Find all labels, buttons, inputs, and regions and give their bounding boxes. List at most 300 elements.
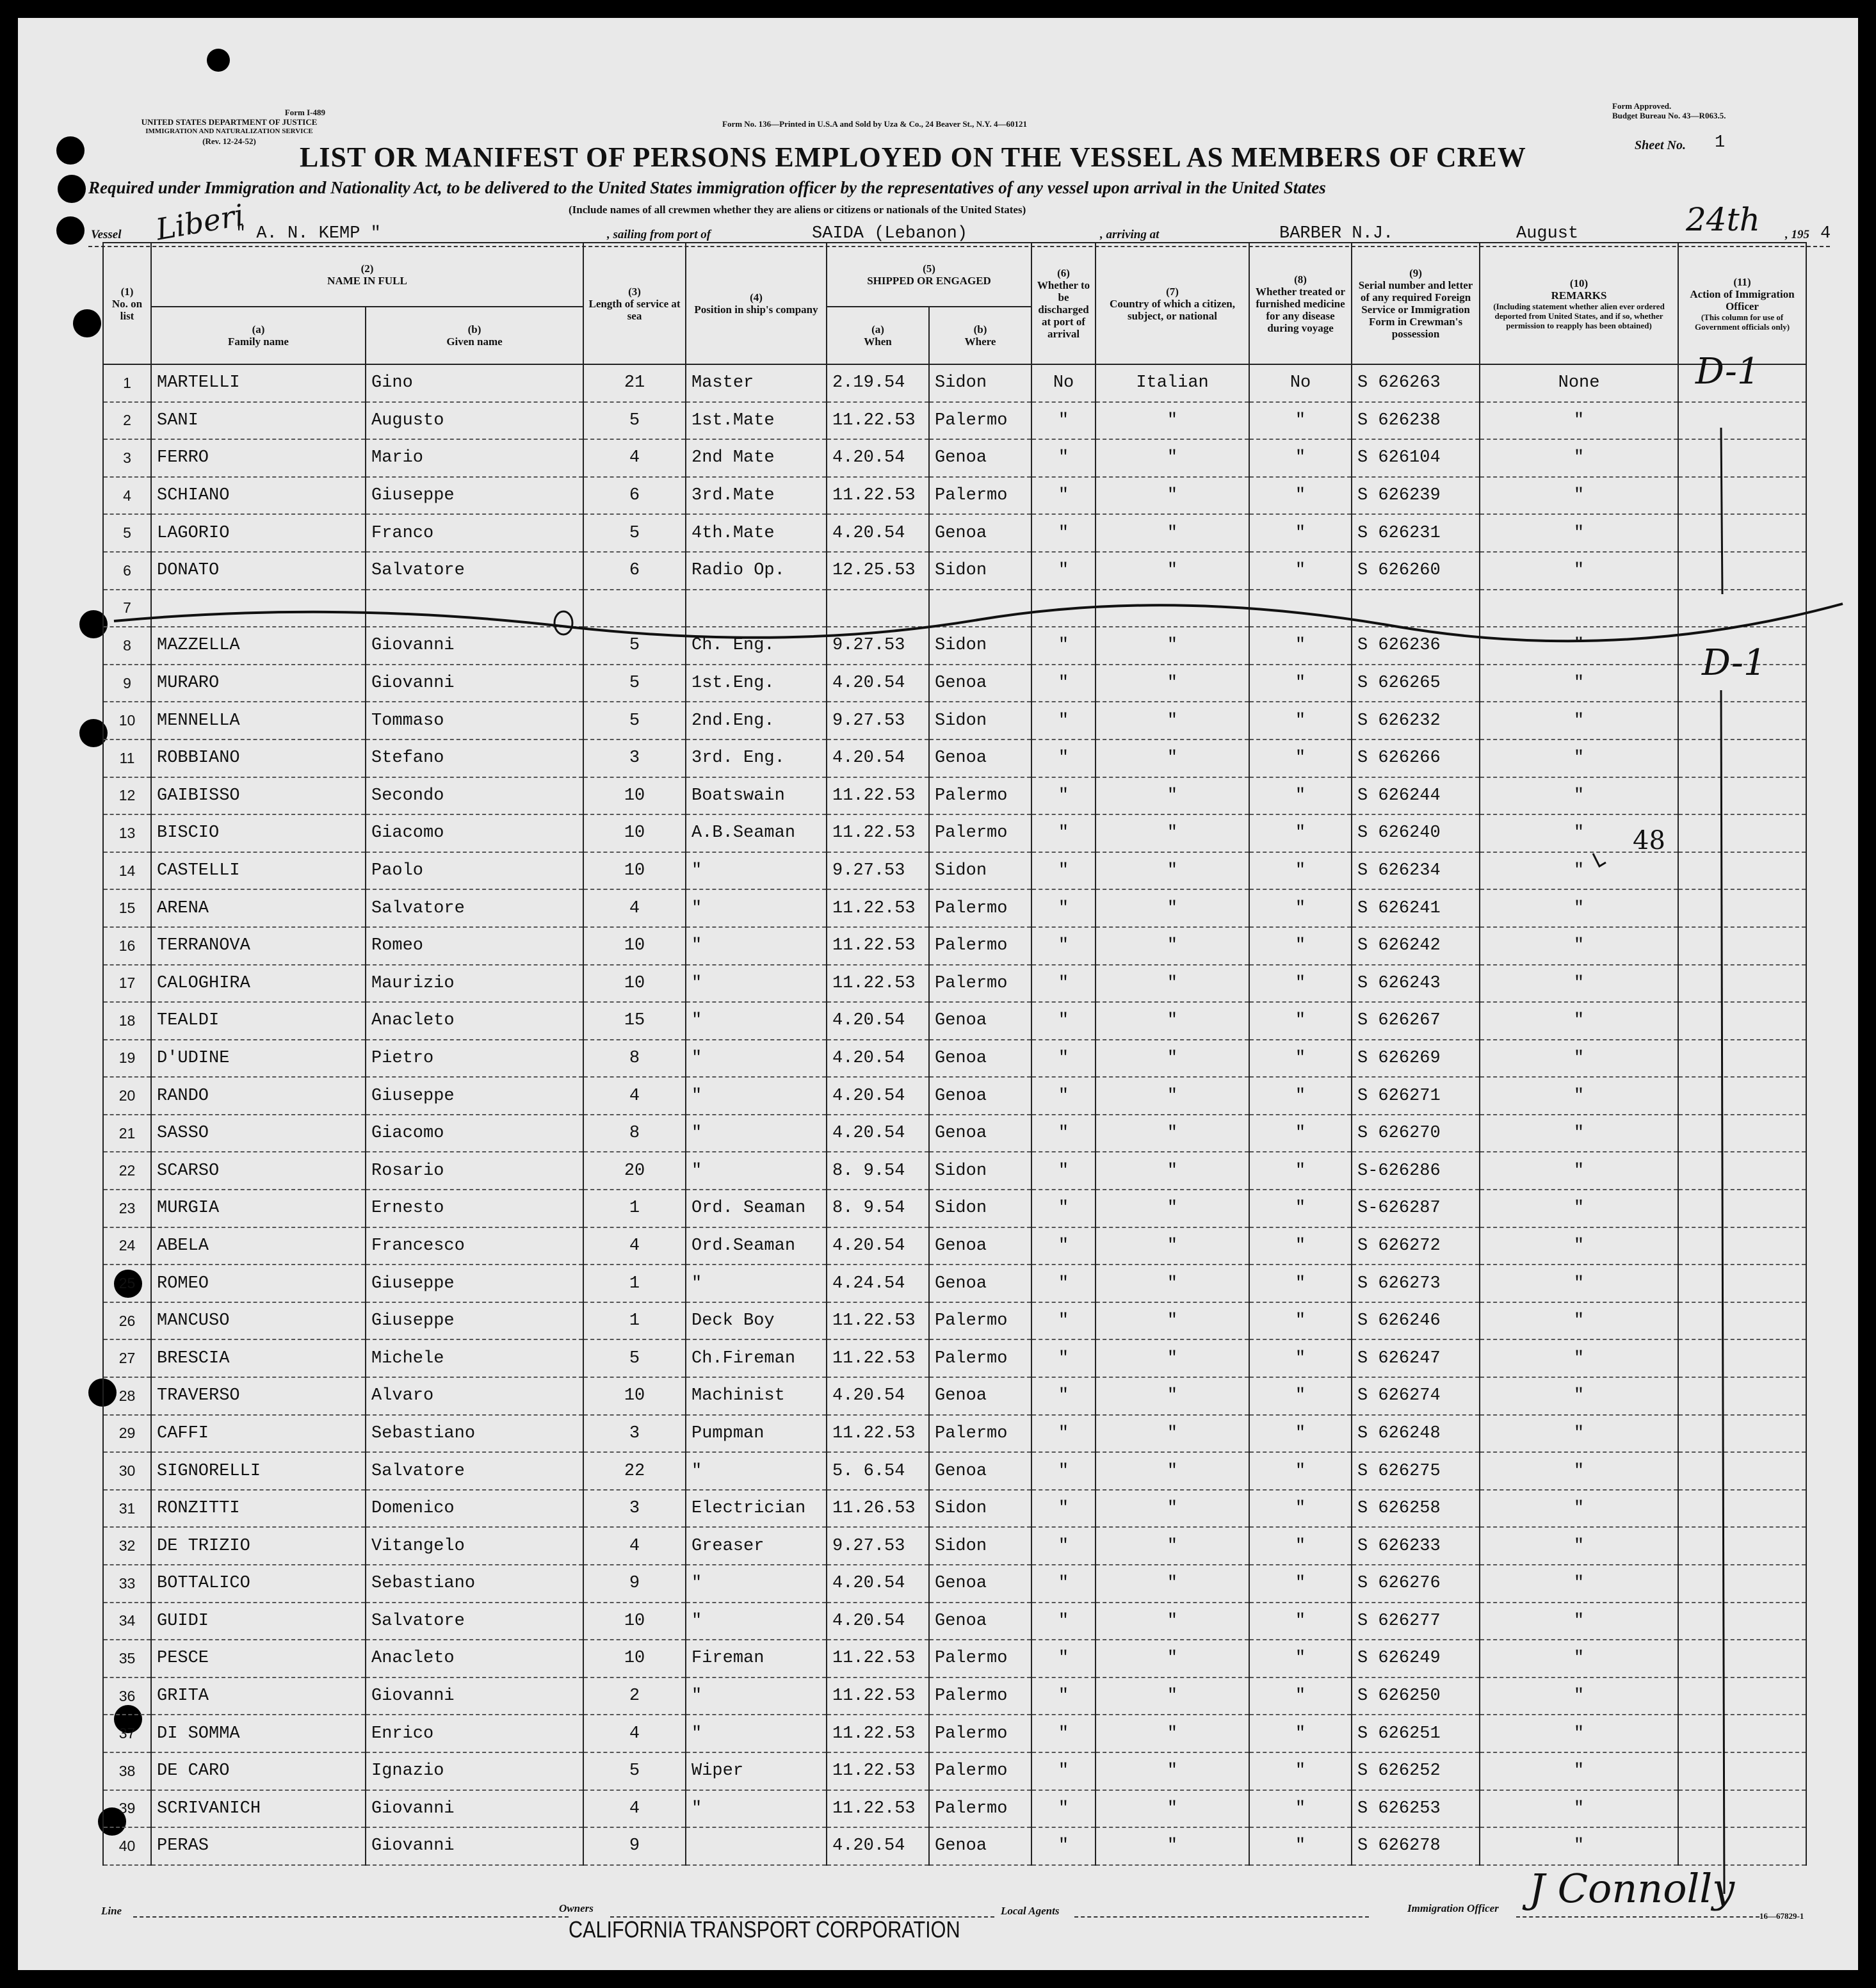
- serial-number-cell: S 626248: [1352, 1415, 1480, 1453]
- shipped-when-cell: 4.20.54: [827, 739, 929, 777]
- remarks-cell: ": [1480, 1527, 1678, 1565]
- given-name-cell: Giovanni: [366, 627, 583, 665]
- shipped-when-cell: 12.25.53: [827, 552, 929, 590]
- given-name-cell: Giovanni: [366, 665, 583, 702]
- shipped-when-cell: 11.22.53: [827, 402, 929, 440]
- discharged-cell: ": [1031, 402, 1096, 440]
- given-name-cell: Ignazio: [366, 1752, 583, 1790]
- family-name-cell: RANDO: [151, 1077, 366, 1115]
- country-cell: ": [1096, 1077, 1249, 1115]
- serial-number-cell: S 626270: [1352, 1115, 1480, 1152]
- country-cell: ": [1096, 1115, 1249, 1152]
- given-name-cell: Giuseppe: [366, 1077, 583, 1115]
- given-name-cell: Salvatore: [366, 1452, 583, 1490]
- shipped-when-cell: 4.20.54: [827, 1077, 929, 1115]
- shipped-where-cell: Sidon: [929, 1527, 1031, 1565]
- given-name-cell: Domenico: [366, 1490, 583, 1528]
- officer-signature: J Connolly: [1529, 1865, 1735, 1912]
- family-name-cell: MANCUSO: [151, 1302, 366, 1340]
- serial-number-cell: S 626232: [1352, 702, 1480, 739]
- remarks-cell: ": [1480, 1302, 1678, 1340]
- row-number-cell: 34: [103, 1603, 151, 1640]
- shipped-where-cell: Palermo: [929, 1302, 1031, 1340]
- treated-cell: ": [1249, 1752, 1352, 1790]
- given-name-cell: Giacomo: [366, 1115, 583, 1152]
- serial-number-cell: S 626249: [1352, 1640, 1480, 1677]
- position-cell: Electrician: [686, 1490, 827, 1528]
- col-when-header: (a) When: [827, 307, 929, 364]
- form-number: Form I-489: [284, 108, 325, 117]
- service-length-cell: 4: [583, 439, 686, 477]
- family-name-cell: DONATO: [151, 552, 366, 590]
- given-name-cell: Salvatore: [366, 552, 583, 590]
- country-cell: ": [1096, 477, 1249, 515]
- treated-cell: ": [1249, 1339, 1352, 1377]
- shipped-when-cell: 11.22.53: [827, 1715, 929, 1752]
- country-cell: ": [1096, 739, 1249, 777]
- position-cell: Greaser: [686, 1527, 827, 1565]
- shipped-when-cell: 11.22.53: [827, 1640, 929, 1677]
- row-number-cell: 6: [103, 552, 151, 590]
- given-name-cell: Romeo: [366, 927, 583, 965]
- given-name-cell: Giuseppe: [366, 477, 583, 515]
- shipped-when-cell: 5. 6.54: [827, 1452, 929, 1490]
- action-8: D-1: [1702, 642, 1767, 684]
- position-cell: Wiper: [686, 1752, 827, 1790]
- treated-cell: ": [1249, 1152, 1352, 1190]
- row-number-cell: 37: [103, 1715, 151, 1752]
- treated-cell: ": [1249, 965, 1352, 1003]
- arrival-year: 4: [1820, 224, 1831, 243]
- col-given-name-header: (b) Given name: [366, 307, 583, 364]
- row-number-cell: 24: [103, 1227, 151, 1265]
- treated-cell: ": [1249, 1377, 1352, 1415]
- country-cell: ": [1096, 965, 1249, 1003]
- discharged-cell: No: [1031, 364, 1096, 402]
- row-number-cell: 36: [103, 1677, 151, 1715]
- col-where-header: (b) Where: [929, 307, 1031, 364]
- remarks-cell: ": [1480, 1490, 1678, 1528]
- remarks-cell: ": [1480, 665, 1678, 702]
- position-cell: ": [686, 1152, 827, 1190]
- serial-number-cell: S 626269: [1352, 1040, 1480, 1078]
- shipped-where-cell: Genoa: [929, 739, 1031, 777]
- treated-cell: ": [1249, 1527, 1352, 1565]
- remarks-cell: ": [1480, 1115, 1678, 1152]
- row-number-cell: 7: [103, 590, 151, 627]
- service-length-cell: 6: [583, 552, 686, 590]
- service-length-cell: 1: [583, 1265, 686, 1302]
- shipped-where-cell: Sidon: [929, 627, 1031, 665]
- position-cell: Radio Op.: [686, 552, 827, 590]
- treated-cell: ": [1249, 1265, 1352, 1302]
- row-number-cell: 3: [103, 439, 151, 477]
- row-number-cell: 33: [103, 1565, 151, 1603]
- discharged-cell: ": [1031, 477, 1096, 515]
- treated-cell: ": [1249, 1452, 1352, 1490]
- departure-port: SAIDA (Lebanon): [812, 224, 968, 243]
- shipped-where-cell: Sidon: [929, 852, 1031, 890]
- shipped-where-cell: Genoa: [929, 1377, 1031, 1415]
- row-number-cell: 32: [103, 1527, 151, 1565]
- circle-mark: [554, 611, 572, 634]
- country-cell: ": [1096, 1002, 1249, 1040]
- position-cell: ": [686, 1790, 827, 1828]
- service-length-cell: 3: [583, 1490, 686, 1528]
- position-cell: 4th.Mate: [686, 514, 827, 552]
- col-treated-header: (8) Whether treated or furnished medicine for any disease during voyage: [1249, 243, 1352, 364]
- shipped-when-cell: 4.20.54: [827, 1002, 929, 1040]
- department: UNITED STATES DEPARTMENT OF JUSTICE: [141, 117, 318, 127]
- include-note: (Include names of all crewmen whether they are aliens or citizens or nationals of the United States): [569, 204, 1026, 216]
- shipped-when-cell: 4.20.54: [827, 1040, 929, 1078]
- remarks-cell: ": [1480, 1077, 1678, 1115]
- family-name-cell: PERAS: [151, 1827, 366, 1865]
- agents-label: Local Agents: [1001, 1905, 1060, 1917]
- col-shipped-header: (5) SHIPPED OR ENGAGED: [827, 243, 1031, 307]
- row-number-cell: 10: [103, 702, 151, 739]
- family-name-cell: DE CARO: [151, 1752, 366, 1790]
- discharged-cell: ": [1031, 1339, 1096, 1377]
- service-length-cell: 5: [583, 402, 686, 440]
- shipped-where-cell: Sidon: [929, 1152, 1031, 1190]
- service-length-cell: 10: [583, 814, 686, 852]
- country-cell: ": [1096, 1227, 1249, 1265]
- service-length-cell: 15: [583, 1002, 686, 1040]
- serial-number-cell: S 626265: [1352, 665, 1480, 702]
- family-name-cell: BISCIO: [151, 814, 366, 852]
- discharged-cell: ": [1031, 1002, 1096, 1040]
- treated-cell: ": [1249, 1415, 1352, 1453]
- shipped-when-cell: 11.22.53: [827, 477, 929, 515]
- row-number-cell: 40: [103, 1827, 151, 1865]
- officer-label: Immigration Officer: [1407, 1902, 1499, 1914]
- treated-cell: ": [1249, 627, 1352, 665]
- discharged-cell: ": [1031, 1115, 1096, 1152]
- given-name-cell: Giovanni: [366, 1677, 583, 1715]
- row-number-cell: 1: [103, 364, 151, 402]
- country-cell: ": [1096, 889, 1249, 927]
- shipped-where-cell: Sidon: [929, 1490, 1031, 1528]
- owners-name: CALIFORNIA TRANSPORT CORPORATION: [569, 1916, 960, 1943]
- shipped-when-cell: 4.20.54: [827, 1115, 929, 1152]
- country-cell: ": [1096, 927, 1249, 965]
- service-length-cell: 8: [583, 1115, 686, 1152]
- row-number-cell: 23: [103, 1190, 151, 1227]
- treated-cell: ": [1249, 1002, 1352, 1040]
- discharged-cell: ": [1031, 927, 1096, 965]
- discharged-cell: ": [1031, 1790, 1096, 1828]
- remarks-cell: ": [1480, 852, 1678, 890]
- treated-cell: ": [1249, 1077, 1352, 1115]
- remarks-cell: ": [1480, 1565, 1678, 1603]
- service-length-cell: 4: [583, 1527, 686, 1565]
- service-length-cell: 4: [583, 1790, 686, 1828]
- treated-cell: ": [1249, 739, 1352, 777]
- sailing-label: , sailing from port of: [607, 228, 711, 241]
- discharged-cell: ": [1031, 1603, 1096, 1640]
- position-cell: ": [686, 1040, 827, 1078]
- action-1: D-1: [1695, 351, 1760, 392]
- discharged-cell: ": [1031, 1077, 1096, 1115]
- shipped-when-cell: 9.27.53: [827, 702, 929, 739]
- treated-cell: ": [1249, 814, 1352, 852]
- row-number-cell: 14: [103, 852, 151, 890]
- given-name-cell: Sebastiano: [366, 1565, 583, 1603]
- given-name-cell: Gino: [366, 364, 583, 402]
- country-cell: ": [1096, 1565, 1249, 1603]
- service-length-cell: 3: [583, 739, 686, 777]
- service-length-cell: 10: [583, 965, 686, 1003]
- given-name-cell: Giacomo: [366, 814, 583, 852]
- remarks-cell: ": [1480, 1715, 1678, 1752]
- year-label: , 195: [1785, 228, 1809, 241]
- service-length-cell: 5: [583, 702, 686, 739]
- shipped-where-cell: Palermo: [929, 777, 1031, 815]
- country-cell: ": [1096, 1715, 1249, 1752]
- arrival-day: 24th: [1686, 201, 1760, 238]
- country-cell: ": [1096, 1415, 1249, 1453]
- form-code: 16—67829-1: [1759, 1911, 1804, 1921]
- shipped-when-cell: 4.20.54: [827, 1603, 929, 1640]
- shipped-where-cell: Genoa: [929, 1040, 1031, 1078]
- country-cell: Italian: [1096, 364, 1249, 402]
- shipped-where-cell: Palermo: [929, 927, 1031, 965]
- given-name-cell: Augusto: [366, 402, 583, 440]
- country-cell: ": [1096, 1452, 1249, 1490]
- treated-cell: ": [1249, 889, 1352, 927]
- family-name-cell: SANI: [151, 402, 366, 440]
- position-cell: 1st.Eng.: [686, 665, 827, 702]
- row-number-cell: 9: [103, 665, 151, 702]
- shipped-where-cell: Genoa: [929, 514, 1031, 552]
- shipped-where-cell: Genoa: [929, 1227, 1031, 1265]
- shipped-when-cell: 11.22.53: [827, 1302, 929, 1340]
- shipped-where-cell: Genoa: [929, 1565, 1031, 1603]
- given-name-cell: Salvatore: [366, 1603, 583, 1640]
- serial-number-cell: S 626277: [1352, 1603, 1480, 1640]
- col-serial-header: (9) Serial number and letter of any required Foreign Service or Immigration Form in Crewman's possession: [1352, 243, 1480, 364]
- remarks-cell: ": [1480, 1152, 1678, 1190]
- serial-number-cell: S 626242: [1352, 927, 1480, 965]
- serial-number-cell: S 626243: [1352, 965, 1480, 1003]
- discharged-cell: ": [1031, 514, 1096, 552]
- shipped-where-cell: Genoa: [929, 1002, 1031, 1040]
- serial-number-cell: S 626278: [1352, 1827, 1480, 1865]
- col-action-header: (11) Action of Immigration Officer (This column for use of Government officials only): [1678, 243, 1806, 364]
- discharged-cell: ": [1031, 1452, 1096, 1490]
- row-number-cell: 27: [103, 1339, 151, 1377]
- serial-number-cell: S 626239: [1352, 477, 1480, 515]
- service-length-cell: 21: [583, 364, 686, 402]
- serial-number-cell: S 626251: [1352, 1715, 1480, 1752]
- shipped-when-cell: 2.19.54: [827, 364, 929, 402]
- serial-number-cell: S 626234: [1352, 852, 1480, 890]
- position-cell: A.B.Seaman: [686, 814, 827, 852]
- country-cell: ": [1096, 777, 1249, 815]
- row-number-cell: 28: [103, 1377, 151, 1415]
- family-name-cell: PESCE: [151, 1640, 366, 1677]
- discharged-cell: ": [1031, 665, 1096, 702]
- service-length-cell: 2: [583, 1677, 686, 1715]
- country-cell: ": [1096, 439, 1249, 477]
- country-cell: ": [1096, 1190, 1249, 1227]
- serial-number-cell: S 626272: [1352, 1227, 1480, 1265]
- discharged-cell: ": [1031, 627, 1096, 665]
- serial-number-cell: S 626246: [1352, 1302, 1480, 1340]
- given-name-cell: Giovanni: [366, 1790, 583, 1828]
- position-cell: ": [686, 1715, 827, 1752]
- position-cell: ": [686, 1452, 827, 1490]
- shipped-where-cell: Sidon: [929, 364, 1031, 402]
- remarks-cell: ": [1480, 1790, 1678, 1828]
- country-cell: ": [1096, 702, 1249, 739]
- shipped-when-cell: 11.22.53: [827, 1790, 929, 1828]
- service-length-cell: 6: [583, 477, 686, 515]
- treated-cell: ": [1249, 1677, 1352, 1715]
- family-name-cell: MAZZELLA: [151, 627, 366, 665]
- remarks-cell: ": [1480, 1265, 1678, 1302]
- shipped-when-cell: 4.20.54: [827, 1827, 929, 1865]
- family-name-cell: LAGORIO: [151, 514, 366, 552]
- family-name-cell: SCHIANO: [151, 477, 366, 515]
- treated-cell: ": [1249, 1827, 1352, 1865]
- service-length-cell: 10: [583, 1377, 686, 1415]
- country-cell: ": [1096, 1302, 1249, 1340]
- serial-number-cell: S 626250: [1352, 1677, 1480, 1715]
- family-name-cell: ROBBIANO: [151, 739, 366, 777]
- row-number-cell: 13: [103, 814, 151, 852]
- row-number-cell: 15: [103, 889, 151, 927]
- serial-number-cell: S-626286: [1352, 1152, 1480, 1190]
- printer-line: Form No. 136—Printed in U.S.A and Sold by Uza & Co., 24 Beaver St., N.Y. 4—60121: [722, 119, 1027, 129]
- row-number-cell: 26: [103, 1302, 151, 1340]
- remarks-cell: ": [1480, 927, 1678, 965]
- discharged-cell: ": [1031, 814, 1096, 852]
- row-number-cell: 8: [103, 627, 151, 665]
- remarks-cell: ": [1480, 1040, 1678, 1078]
- row-number-cell: 31: [103, 1490, 151, 1528]
- family-name-cell: ARENA: [151, 889, 366, 927]
- serial-number-cell: S 626240: [1352, 814, 1480, 852]
- country-cell: ": [1096, 1752, 1249, 1790]
- shipped-where-cell: Sidon: [929, 1190, 1031, 1227]
- owners-label: Owners: [559, 1902, 594, 1914]
- discharged-cell: ": [1031, 1565, 1096, 1603]
- arrival-month: August: [1516, 224, 1579, 243]
- position-cell: ": [686, 1265, 827, 1302]
- service-length-cell: 10: [583, 927, 686, 965]
- position-cell: Ch. Eng.: [686, 627, 827, 665]
- discharged-cell: ": [1031, 1227, 1096, 1265]
- shipped-where-cell: Palermo: [929, 1339, 1031, 1377]
- col-country-header: (7) Country of which a citizen, subject, or national: [1096, 243, 1249, 364]
- action-bracket-2: [1721, 690, 1724, 1894]
- budget-bureau: Budget Bureau No. 43—R063.5.: [1612, 111, 1726, 120]
- family-name-cell: ABELA: [151, 1227, 366, 1265]
- position-cell: Ch.Fireman: [686, 1339, 827, 1377]
- remarks-cell: ": [1480, 477, 1678, 515]
- position-cell: ": [686, 852, 827, 890]
- position-cell: ": [686, 927, 827, 965]
- position-cell: ": [686, 1603, 827, 1640]
- given-name-cell: Giuseppe: [366, 1265, 583, 1302]
- shipped-where-cell: Genoa: [929, 1603, 1031, 1640]
- family-name-cell: GAIBISSO: [151, 777, 366, 815]
- discharged-cell: ": [1031, 1640, 1096, 1677]
- row-number-cell: 20: [103, 1077, 151, 1115]
- service-length-cell: 1: [583, 1302, 686, 1340]
- discharged-cell: ": [1031, 889, 1096, 927]
- shipped-where-cell: Palermo: [929, 889, 1031, 927]
- position-cell: Deck Boy: [686, 1302, 827, 1340]
- remarks-cell: ": [1480, 965, 1678, 1003]
- position-cell: ": [686, 889, 827, 927]
- discharged-cell: ": [1031, 1265, 1096, 1302]
- treated-cell: ": [1249, 1715, 1352, 1752]
- serial-number-cell: S 626271: [1352, 1077, 1480, 1115]
- country-cell: ": [1096, 1152, 1249, 1190]
- service-length-cell: 3: [583, 1415, 686, 1453]
- family-name-cell: CASTELLI: [151, 852, 366, 890]
- given-name-cell: Stefano: [366, 739, 583, 777]
- treated-cell: ": [1249, 552, 1352, 590]
- country-cell: ": [1096, 1377, 1249, 1415]
- shipped-when-cell: 8. 9.54: [827, 1190, 929, 1227]
- remarks-cell: ": [1480, 702, 1678, 739]
- serial-number-cell: S 626258: [1352, 1490, 1480, 1528]
- position-cell: ": [686, 965, 827, 1003]
- shipped-where-cell: Genoa: [929, 1452, 1031, 1490]
- position-cell: 3rd. Eng.: [686, 739, 827, 777]
- row-number-cell: 30: [103, 1452, 151, 1490]
- given-name-cell: Salvatore: [366, 889, 583, 927]
- row-number-cell: 2: [103, 402, 151, 440]
- remarks-cell: ": [1480, 1677, 1678, 1715]
- family-name-cell: MENNELLA: [151, 702, 366, 739]
- col-family-name-header: (a) Family name: [151, 307, 366, 364]
- given-name-cell: Enrico: [366, 1715, 583, 1752]
- position-cell: Ord. Seaman: [686, 1190, 827, 1227]
- country-cell: ": [1096, 402, 1249, 440]
- vessel-label: Vessel: [91, 228, 122, 241]
- position-cell: 2nd Mate: [686, 439, 827, 477]
- row-number-cell: 16: [103, 927, 151, 965]
- service-length-cell: 9: [583, 1565, 686, 1603]
- given-name-cell: Maurizio: [366, 965, 583, 1003]
- discharged-cell: ": [1031, 1677, 1096, 1715]
- serial-number-cell: S 626276: [1352, 1565, 1480, 1603]
- discharged-cell: ": [1031, 965, 1096, 1003]
- col-discharged-header: (6) Whether to be discharged at port of arrival: [1031, 243, 1096, 364]
- service-length-cell: 4: [583, 1227, 686, 1265]
- row-number-cell: 5: [103, 514, 151, 552]
- given-name-cell: Anacleto: [366, 1640, 583, 1677]
- given-name-cell: Giuseppe: [366, 1302, 583, 1340]
- form-title: LIST OR MANIFEST OF PERSONS EMPLOYED ON THE VESSEL AS MEMBERS OF CREW: [300, 141, 1526, 173]
- discharged-cell: ": [1031, 777, 1096, 815]
- position-cell: Fireman: [686, 1640, 827, 1677]
- shipped-where-cell: Palermo: [929, 1715, 1031, 1752]
- country-cell: ": [1096, 1490, 1249, 1528]
- shipped-when-cell: 4.20.54: [827, 1565, 929, 1603]
- discharged-cell: ": [1031, 852, 1096, 890]
- country-cell: ": [1096, 1677, 1249, 1715]
- given-name-cell: Rosario: [366, 1152, 583, 1190]
- country-cell: ": [1096, 1827, 1249, 1865]
- remarks-cell: ": [1480, 1452, 1678, 1490]
- position-cell: ": [686, 1565, 827, 1603]
